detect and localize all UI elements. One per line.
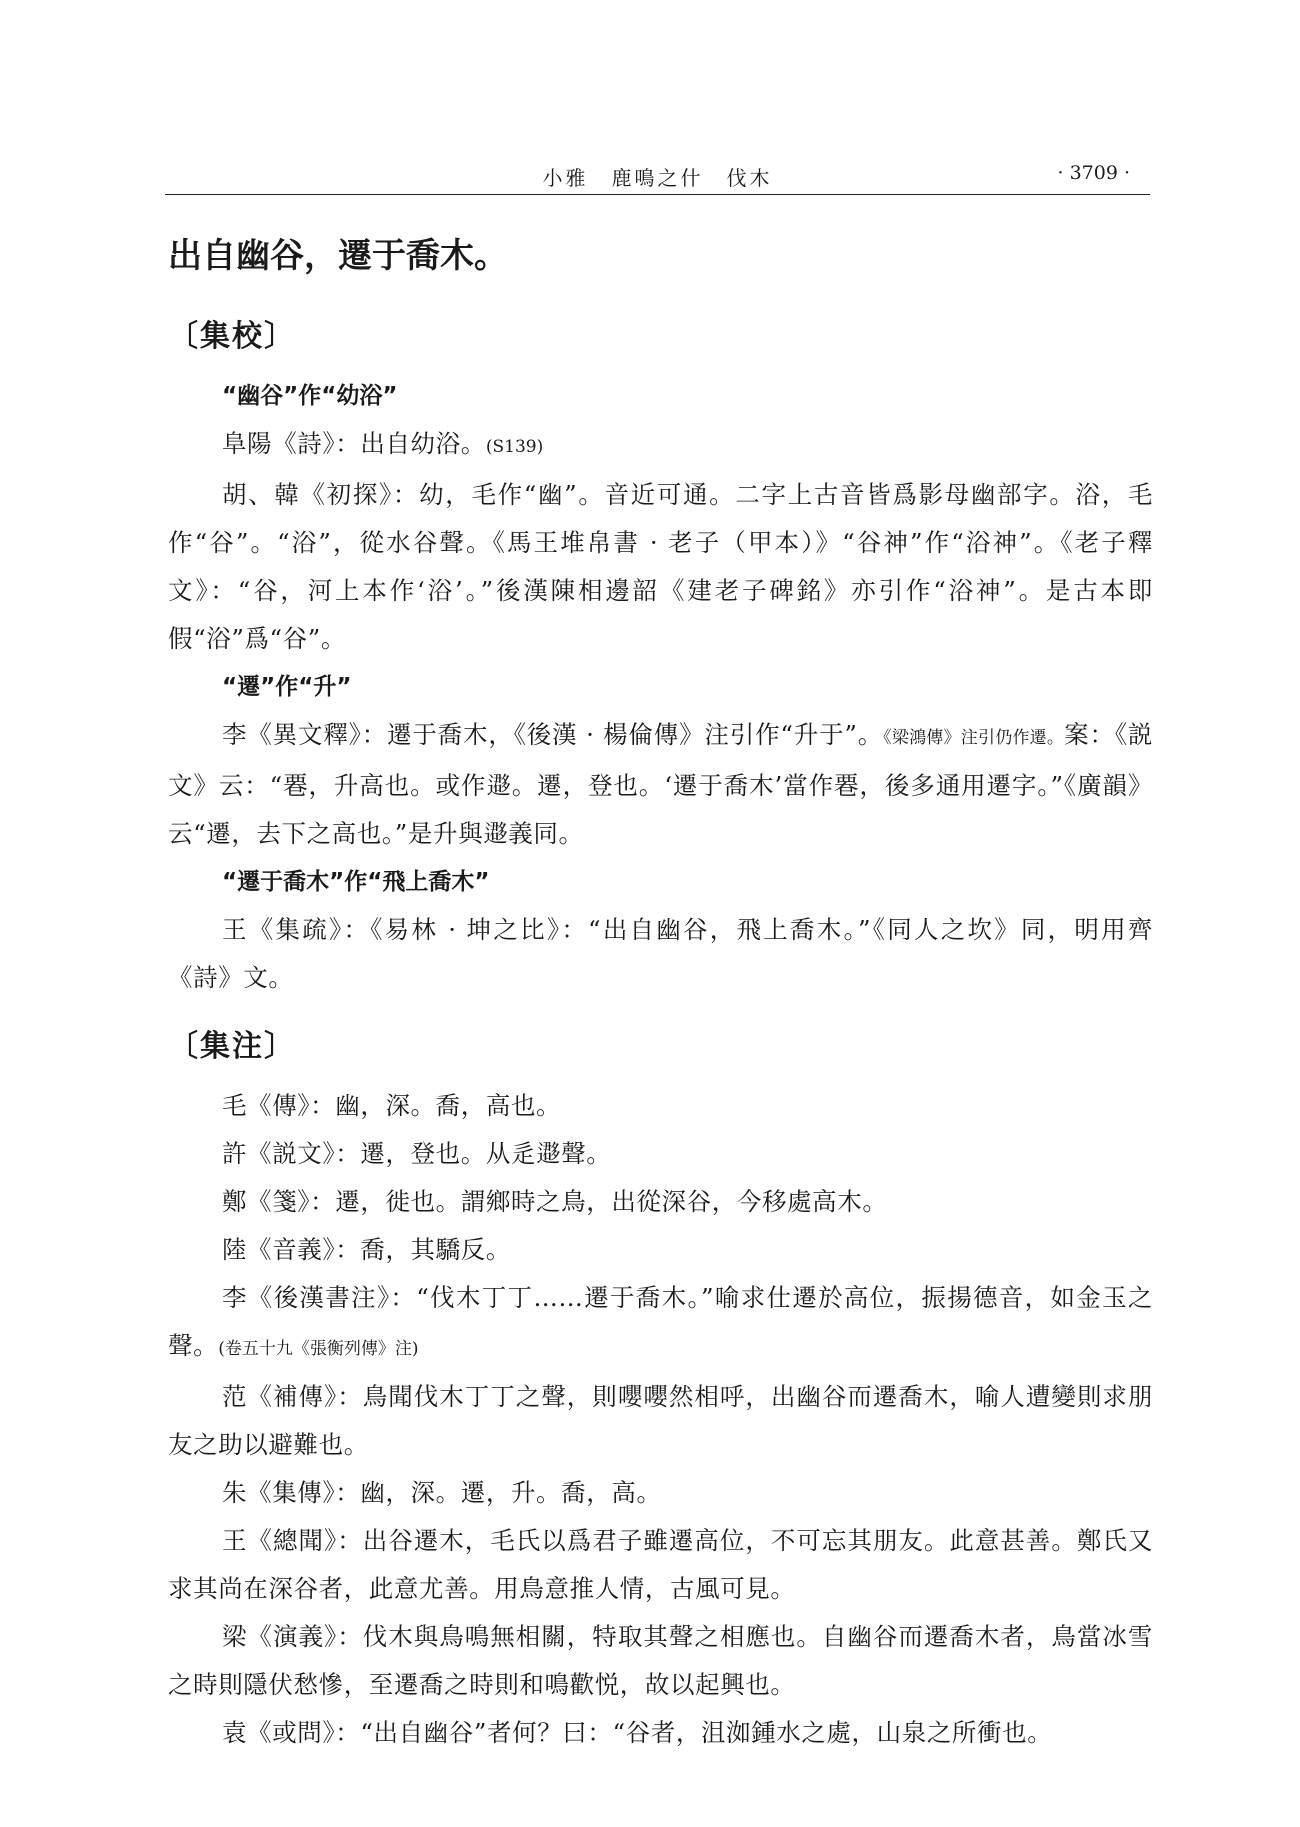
paragraph: [168, 711, 1153, 858]
verse-line: 出自幽谷，遷于喬木。: [168, 236, 508, 276]
subheading-variant-3: “遷于喬木”作“飛上喬木”: [222, 869, 490, 895]
paragraph: 毛《傳》：幽，深。喬，高也。: [222, 1091, 562, 1120]
paragraph: 梁《演義》：伐木與鳥鳴無相關，特取其聲之相應也。自幽谷而遷喬木者，鳥當冰雪之時則隱伏愁慘，至遷喬之時則和鳴歡悦，故以起興也。: [168, 1622, 1153, 1699]
subheading-variant-1: “幽谷”作“幼浴”: [222, 383, 398, 409]
paragraph: [168, 1274, 1153, 1373]
section-heading-jijiao: 〔集校〕: [168, 319, 296, 354]
paragraph: 許《説文》：遷，登也。从辵𨘂聲。: [222, 1139, 612, 1168]
page-body: [168, 210, 1153, 1757]
paragraph: [168, 420, 1153, 471]
paragraph: 胡、韓《初探》：幼，毛作“幽”。音近可通。二字上古音皆爲影母幽部字。浴，毛作“谷”。“浴”，從水谷聲。《馬王堆帛書 · 老子（甲本）》“谷神”作“浴神”。《老子釋文》：“谷，河上本作‘浴’。”後漢陳相邊韶《建老子碑銘》亦引作“浴神”。是古本即假“浴”爲“谷”。: [168, 480, 1153, 653]
paragraph: 鄭《箋》：遷，徙也。謂鄉時之鳥，出從深谷，今移處高木。: [222, 1187, 888, 1216]
inline-note: (S139): [485, 437, 544, 457]
paragraph: 朱《集傳》：幽，深。遷，升。喬，高。: [222, 1478, 662, 1507]
paragraph-text: 李《後漢書注》：“伐木丁丁……遷于喬木。”喻求仕遷於高位，振揚德音，如金玉之聲。: [168, 1283, 1153, 1360]
subheading-variant-2: “遷”作“升”: [222, 674, 352, 700]
paragraph: 袁《或問》：“出自幽谷”者何？曰：“谷者，沮洳鍾水之處，山泉之所衝也。: [222, 1718, 1053, 1747]
paragraph-text: 李《異文釋》：遷于喬木，《後漢 · 楊倫傳》注引作“升于”。: [222, 720, 884, 749]
paragraph: 陸《音義》：喬，其驕反。: [222, 1235, 511, 1264]
inline-note: 《梁鴻傳》注引仍作遷。: [883, 728, 1065, 748]
section-heading-jizhu: 〔集注〕: [168, 1029, 296, 1064]
inline-note: (卷五十九《張衡列傳》注): [218, 1339, 419, 1359]
header-rule: [165, 194, 1150, 195]
paragraph: 王《總聞》：出谷遷木，毛氏以爲君子雖遷高位，不可忘其朋友。此意甚善。鄭氏又求其尚在深谷者，此意尤善。用鳥意推人情，古風可見。: [168, 1526, 1153, 1603]
page-number: · 3709 ·: [1057, 162, 1130, 184]
running-head: [165, 156, 1150, 196]
paragraph-text: 阜陽《詩》：出自幼浴。: [222, 429, 486, 458]
paragraph: 范《補傳》：鳥聞伐木丁丁之聲，則嚶嚶然相呼，出幽谷而遷喬木，喻人遭變則求朋友之助以避難也。: [168, 1382, 1153, 1459]
running-head-title: 小雅 鹿鳴之什 伐木: [542, 166, 773, 190]
paragraph: 王《集疏》：《易林 · 坤之比》：“出自幽谷，飛上喬木。”《同人之坎》同，明用齊《詩》文。: [168, 915, 1153, 992]
paragraph-text: 案：《説文》云：“䙴，升高也。或作𨘂。遷，登也。‘遷于喬木’當作䙴，後多通用遷字。”《廣韻》云“遷，去下之高也。”是升與𨘂義同。: [168, 720, 1153, 848]
